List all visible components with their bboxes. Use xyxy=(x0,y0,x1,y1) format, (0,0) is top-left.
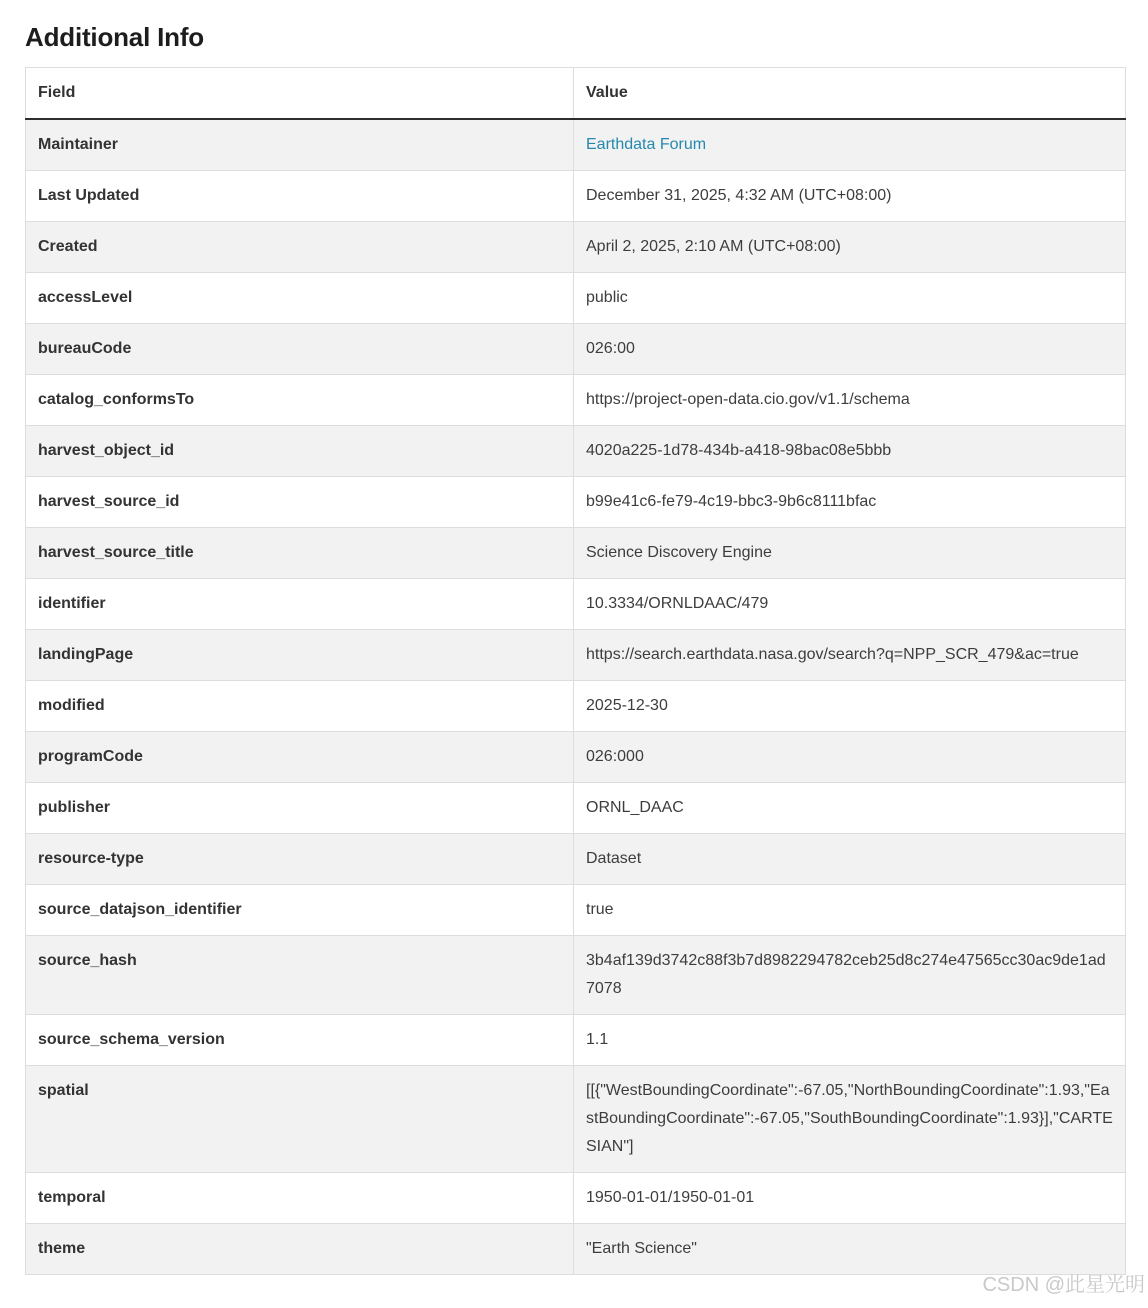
table-row xyxy=(26,885,1126,936)
field-cell: identifier xyxy=(26,579,574,630)
field-cell: Created xyxy=(26,222,574,273)
field-cell: publisher xyxy=(26,783,574,834)
value-cell: December 31, 2025, 4:32 AM (UTC+08:00) xyxy=(574,171,1126,222)
field-cell: Maintainer xyxy=(26,119,574,171)
table-row xyxy=(26,273,1126,324)
field-cell: source_hash xyxy=(26,936,574,1015)
field-cell: Last Updated xyxy=(26,171,574,222)
table-row xyxy=(26,732,1126,783)
field-cell: landingPage xyxy=(26,630,574,681)
table-row xyxy=(26,528,1126,579)
page-title: Additional Info xyxy=(25,22,204,52)
table-row xyxy=(26,630,1126,681)
maintainer-link[interactable]: Earthdata Forum xyxy=(586,136,707,153)
field-cell: harvest_source_id xyxy=(26,477,574,528)
table-row xyxy=(26,681,1126,732)
value-cell xyxy=(574,119,1126,171)
field-cell: bureauCode xyxy=(26,324,574,375)
table-row xyxy=(26,834,1126,885)
table-row xyxy=(26,1224,1126,1275)
table-row xyxy=(26,477,1126,528)
watermark: CSDN @此星光明 xyxy=(982,1274,1145,1296)
table-row xyxy=(26,1066,1126,1173)
field-cell: theme xyxy=(26,1224,574,1275)
table-header xyxy=(26,68,1126,120)
field-cell: resource-type xyxy=(26,834,574,885)
value-cell: public xyxy=(574,273,1126,324)
additional-info-table xyxy=(25,67,1126,1275)
field-cell: accessLevel xyxy=(26,273,574,324)
field-cell: source_schema_version xyxy=(26,1015,574,1066)
table-row xyxy=(26,222,1126,273)
field-cell: temporal xyxy=(26,1173,574,1224)
table-row xyxy=(26,1015,1126,1066)
table-row xyxy=(26,1173,1126,1224)
table-row xyxy=(26,783,1126,834)
table-row xyxy=(26,936,1126,1015)
field-cell: catalog_conformsTo xyxy=(26,375,574,426)
table-row xyxy=(26,119,1126,171)
header-field: Field xyxy=(26,68,574,120)
value-cell: 026:00 xyxy=(574,324,1126,375)
header-value: Value xyxy=(574,68,1126,120)
value-cell: 3b4af139d3742c88f3b7d8982294782ceb25d8c274e47565cc30ac9de1ad7078 xyxy=(574,936,1126,1015)
field-cell: programCode xyxy=(26,732,574,783)
value-cell: April 2, 2025, 2:10 AM (UTC+08:00) xyxy=(574,222,1126,273)
field-cell: spatial xyxy=(26,1066,574,1173)
table-row xyxy=(26,375,1126,426)
value-cell: [[{"WestBoundingCoordinate":-67.05,"NorthBoundingCoordinate":1.93,"EastBoundingCoordinate":-67.05,"SouthBoundingCoordinate":1.93}],"CARTESIAN"] xyxy=(574,1066,1126,1173)
table-row xyxy=(26,426,1126,477)
value-cell: 2025-12-30 xyxy=(574,681,1126,732)
value-cell: true xyxy=(574,885,1126,936)
value-cell: 026:000 xyxy=(574,732,1126,783)
value-cell: Science Discovery Engine xyxy=(574,528,1126,579)
table-row xyxy=(26,171,1126,222)
value-cell: 1950-01-01/1950-01-01 xyxy=(574,1173,1126,1224)
value-cell: https://search.earthdata.nasa.gov/search?q=NPP_SCR_479&ac=true xyxy=(574,630,1126,681)
value-cell: Dataset xyxy=(574,834,1126,885)
field-cell: source_datajson_identifier xyxy=(26,885,574,936)
value-cell: 1.1 xyxy=(574,1015,1126,1066)
value-cell: b99e41c6-fe79-4c19-bbc3-9b6c8111bfac xyxy=(574,477,1126,528)
table-row xyxy=(26,324,1126,375)
table-row xyxy=(26,579,1126,630)
field-cell: harvest_object_id xyxy=(26,426,574,477)
field-cell: modified xyxy=(26,681,574,732)
value-cell: https://project-open-data.cio.gov/v1.1/schema xyxy=(574,375,1126,426)
header-row xyxy=(26,68,1126,120)
table-body xyxy=(26,119,1126,1275)
value-cell: 4020a225-1d78-434b-a418-98bac08e5bbb xyxy=(574,426,1126,477)
value-cell: ORNL_DAAC xyxy=(574,783,1126,834)
value-cell: "Earth Science" xyxy=(574,1224,1126,1275)
field-cell: harvest_source_title xyxy=(26,528,574,579)
value-cell: 10.3334/ORNLDAAC/479 xyxy=(574,579,1126,630)
